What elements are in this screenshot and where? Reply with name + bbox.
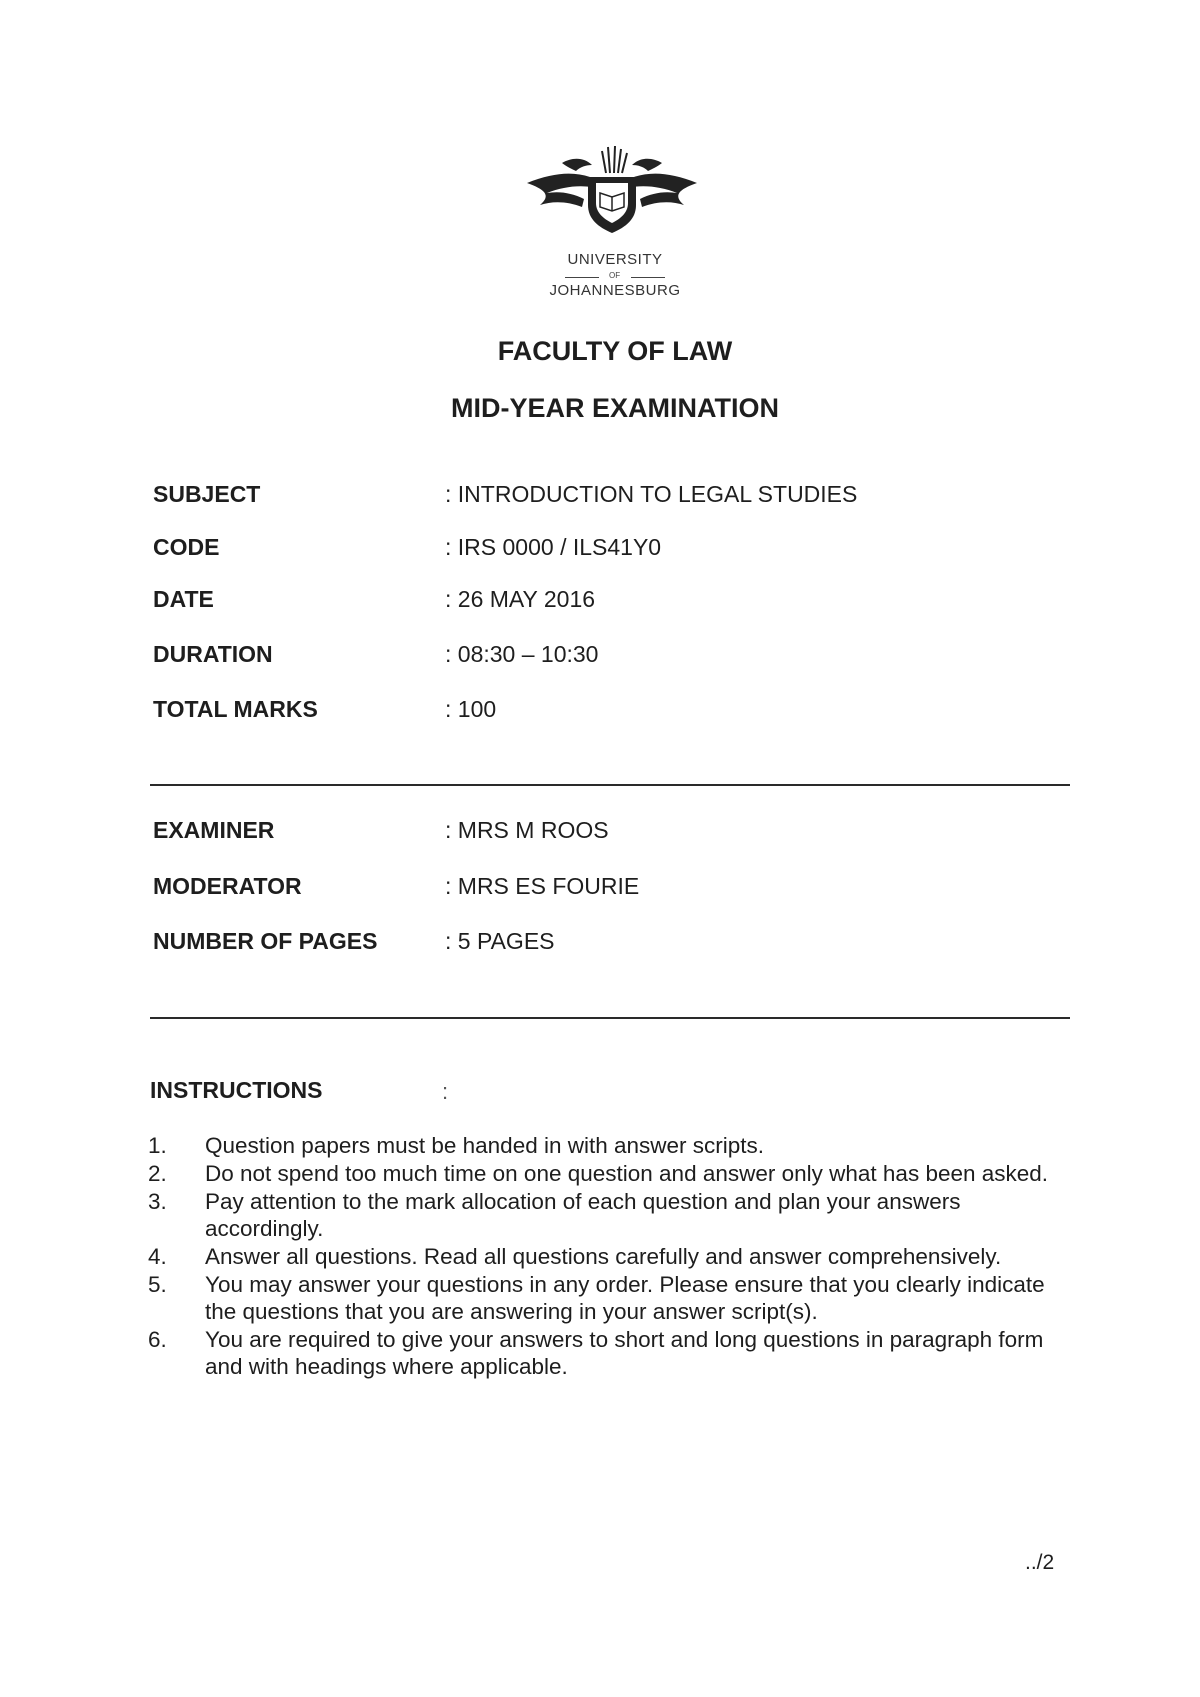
institution-of-divider	[565, 273, 665, 281]
section-divider-top	[150, 784, 1070, 786]
faculty-title: FACULTY OF LAW	[497, 336, 733, 366]
detail-label: CODE	[153, 534, 220, 560]
crest-icon	[522, 143, 702, 243]
item-number: 6.	[148, 1327, 167, 1352]
staff-label: EXAMINER	[153, 817, 275, 843]
item-number: 1.	[148, 1133, 167, 1158]
list-item	[148, 1326, 1078, 1380]
list-item	[148, 1188, 1078, 1242]
instructions-list	[148, 1132, 1078, 1381]
staff-label: MODERATOR	[153, 873, 302, 899]
divider-rule-right	[631, 277, 665, 278]
item-text: You are required to give your answers to short and long questions in paragraph form and with headings where applicable.	[205, 1327, 1044, 1379]
detail-value: : INTRODUCTION TO LEGAL STUDIES	[445, 481, 858, 507]
detail-value: : IRS 0000 / ILS41Y0	[445, 534, 662, 560]
item-number: 5.	[148, 1272, 167, 1297]
exam-title: MID-YEAR EXAMINATION	[451, 393, 779, 423]
item-number: 3.	[148, 1189, 167, 1214]
list-item	[148, 1132, 1078, 1159]
detail-value: : 08:30 – 10:30	[445, 641, 599, 667]
list-item	[148, 1243, 1078, 1270]
section-divider-bottom	[150, 1017, 1070, 1019]
item-text: Question papers must be handed in with answer scripts.	[205, 1133, 765, 1158]
page-continuation-marker: ../2	[1025, 1551, 1055, 1574]
detail-label: TOTAL MARKS	[153, 696, 318, 722]
detail-value: : 26 MAY 2016	[445, 586, 596, 612]
institution-name-line2: JOHANNESBURG	[549, 282, 681, 299]
item-number: 4.	[148, 1244, 167, 1269]
list-item	[148, 1271, 1078, 1325]
institution-of: OF	[609, 271, 621, 280]
item-text: Answer all questions. Read all questions carefully and answer comprehensively.	[205, 1244, 1002, 1269]
staff-label: NUMBER OF PAGES	[153, 928, 378, 954]
instructions-colon: :	[442, 1079, 449, 1104]
item-text: You may answer your questions in any order. Please ensure that you clearly indicate the questions that you are answering in your answer script(s).	[205, 1272, 1045, 1324]
detail-label: DATE	[153, 586, 214, 612]
staff-value: : 5 PAGES	[445, 928, 555, 954]
item-number: 2.	[148, 1161, 167, 1186]
institution-name-line1: UNIVERSITY	[567, 251, 663, 268]
instructions-heading: INSTRUCTIONS	[150, 1077, 323, 1103]
staff-value: : MRS M ROOS	[445, 817, 609, 843]
divider-rule-left	[565, 277, 599, 278]
item-text: Do not spend too much time on one question and answer only what has been asked.	[205, 1161, 1049, 1186]
detail-value: : 100	[445, 696, 497, 722]
detail-label: SUBJECT	[153, 481, 261, 507]
list-item	[148, 1160, 1078, 1187]
item-text: Pay attention to the mark allocation of each question and plan your answers accordingly.	[205, 1189, 961, 1241]
university-logo	[522, 143, 702, 243]
staff-value: : MRS ES FOURIE	[445, 873, 640, 899]
detail-label: DURATION	[153, 641, 273, 667]
